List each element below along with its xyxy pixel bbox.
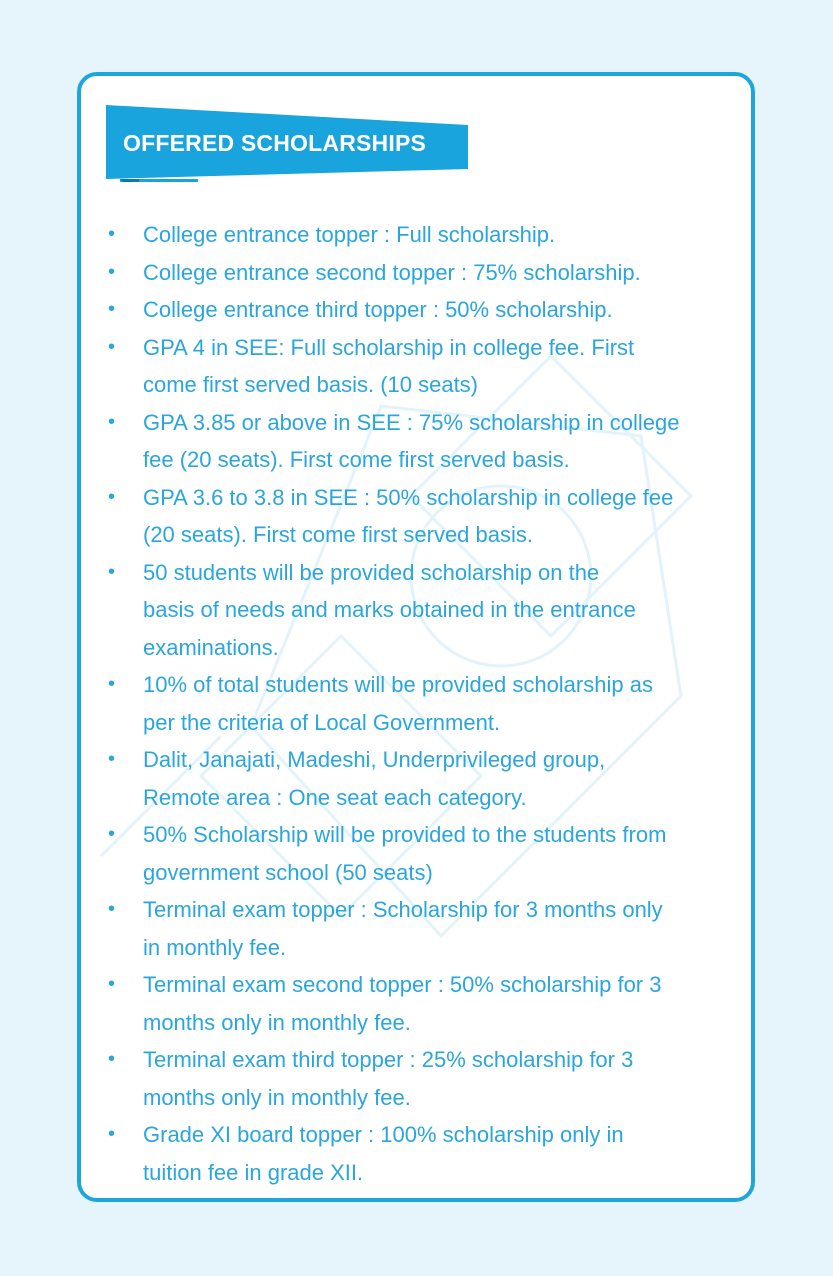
bullet-icon: • (108, 260, 116, 283)
list-item (108, 329, 738, 404)
list-item-text: Terminal exam third topper : 25% scholarship for 3 (143, 1047, 634, 1072)
list-item-text: government school (50 seats) (143, 859, 433, 885)
bullet-icon: • (108, 335, 116, 358)
section-banner (106, 105, 468, 182)
list-item-text: per the criteria of Local Government. (143, 709, 501, 735)
list-item (108, 479, 738, 554)
list-item-text: 10% of total students will be provided scholarship as (143, 672, 653, 697)
bullet-icon: • (108, 485, 116, 508)
list-item (108, 816, 738, 891)
bullet-icon: • (108, 823, 116, 845)
list-item (108, 216, 738, 254)
bullet-icon: • (108, 560, 116, 583)
list-item-text: Terminal exam topper : Scholarship for 3 months only (143, 897, 663, 922)
bullet-icon: • (108, 298, 116, 320)
list-item-text: GPA 4 in SEE: Full scholarship in college fee. First (143, 334, 635, 360)
list-item (108, 666, 738, 741)
list-item-text: Terminal exam second topper : 50% scholarship for 3 (143, 972, 662, 997)
list-item (108, 404, 738, 479)
list-item-text: College entrance third topper : 50% scholarship. (143, 297, 613, 322)
scholarship-list (108, 216, 738, 1191)
list-item (108, 741, 738, 816)
list-item-text: GPA 3.85 or above in SEE : 75% scholarship in college (143, 409, 680, 435)
list-item-text: (20 seats). First come first served basis. (143, 522, 533, 547)
list-item (108, 254, 738, 292)
bullet-icon: • (108, 1048, 116, 1070)
bullet-icon: • (108, 898, 116, 920)
list-item-text: come first served basis. (10 seats) (143, 372, 479, 397)
list-item-text: tuition fee in grade XII. (143, 1159, 364, 1185)
list-item-text: Grade XI board topper : 100% scholarship only in (143, 1122, 624, 1147)
list-item-text: months only in monthly fee. (143, 1009, 411, 1035)
section-title: OFFERED SCHOLARSHIPS (123, 130, 427, 156)
list-item-text: fee (20 seats). First come first served basis. (143, 447, 570, 472)
bullet-icon: • (108, 673, 116, 695)
list-item-text: Remote area : One seat each category. (143, 784, 527, 810)
list-item (108, 966, 738, 1041)
bullet-icon: • (108, 410, 116, 433)
list-item (108, 291, 738, 329)
list-item (108, 891, 738, 966)
list-item-text: 50% Scholarship will be provided to the students from (143, 822, 667, 847)
bullet-icon: • (108, 973, 116, 995)
bullet-icon: • (108, 1123, 116, 1145)
list-item (108, 554, 738, 667)
list-item-text: College entrance second topper : 75% scholarship. (143, 259, 641, 285)
list-item-text: GPA 3.6 to 3.8 in SEE : 50% scholarship in college fee (143, 484, 674, 510)
list-item (108, 1041, 738, 1116)
list-item-text: examinations. (143, 634, 279, 660)
bullet-icon: • (108, 223, 116, 245)
list-item (108, 1116, 738, 1191)
list-item-text: months only in monthly fee. (143, 1084, 411, 1110)
list-item-text: in monthly fee. (143, 934, 287, 960)
bullet-icon: • (108, 748, 116, 770)
list-item-text: basis of needs and marks obtained in the entrance (143, 597, 636, 622)
list-item-text: 50 students will be provided scholarship on the (143, 559, 600, 585)
list-item-text: College entrance topper : Full scholarship. (143, 222, 556, 247)
list-item-text: Dalit, Janajati, Madeshi, Underprivileged group, (143, 747, 606, 772)
